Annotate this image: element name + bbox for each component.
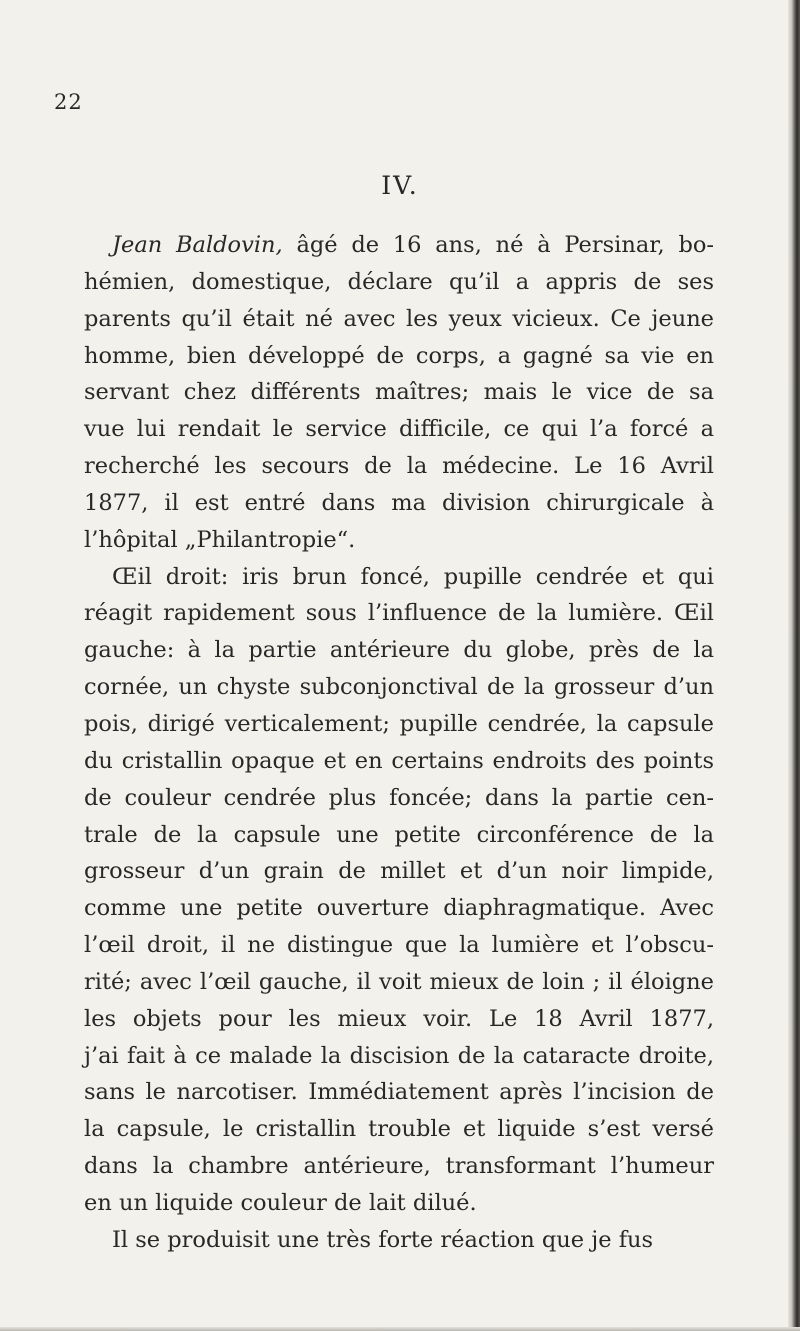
body-text (84, 227, 714, 1259)
text-line: en un liquide couleur de lait dilué. (84, 1189, 477, 1216)
patient-name: Jean Baldovin, (112, 232, 283, 258)
text-line: grosseur d’un grain de millet et d’un noir limpide, (84, 858, 714, 885)
text-line: comme une petite ouverture diaphragmatique. Avec (84, 895, 714, 922)
text-line: cornée, un chyste subconjonctival de la grosseur d’un (84, 674, 714, 701)
text-line: du cristallin opaque et en certains endroits des points (84, 747, 714, 774)
text-line: servant chez différents maîtres; mais le vice de sa (84, 379, 714, 406)
page-number: 22 (54, 90, 83, 114)
text-line: trale de la capsule une petite circonférence de la (84, 821, 714, 848)
text-line: pois, dirigé verticalement; pupille cendrée, la capsule (84, 710, 714, 737)
text-line-continuation: âgé de 16 ans, né à Persinar, bo- (282, 232, 715, 258)
text-line: de couleur cendrée plus foncée; dans la partie cen- (84, 784, 714, 811)
text-line: dans la chambre antérieure, transformant l’humeur (84, 1153, 714, 1180)
text-line: Œil droit: iris brun foncé, pupille cendrée et qui (112, 563, 714, 590)
text-line: j’ai fait à ce malade la discision de la cataracte droite, (84, 1042, 714, 1069)
chapter-heading: IV. (381, 171, 419, 200)
text-line: les objets pour les mieux voir. Le 18 Avril 1877, (84, 1005, 714, 1032)
text-line: sans le narcotiser. Immédiatement après l’incision de (84, 1079, 714, 1106)
page-bottom-edge (0, 1327, 800, 1331)
text-line: recherché les secours de la médecine. Le 16 Avril (84, 453, 714, 480)
text-line: parents qu’il était né avec les yeux vicieux. Ce jeune (84, 305, 714, 332)
text-line: réagit rapidement sous l’influence de la lumière. Œil (84, 600, 714, 627)
text-line: l’hôpital „Philantropie“. (84, 526, 356, 553)
text-line: rité; avec l’œil gauche, il voit mieux de loin ; il éloigne (84, 968, 714, 995)
text-line: l’œil droit, il ne distingue que la lumière et l’obscu- (84, 932, 714, 959)
text-line: 1877, il est entré dans ma division chirurgicale à (84, 489, 714, 516)
text-line: homme, bien développé de corps, a gagné sa vie en (84, 342, 714, 369)
text-line: Il se produisit une très forte réaction que je fus (112, 1226, 654, 1253)
text-line: vue lui rendait le service difficile, ce qui l’a forcé a (84, 416, 714, 443)
text-line: gauche: à la partie antérieure du globe, près de la (84, 637, 714, 664)
text-line: la capsule, le cristallin trouble et liquide s’est versé (84, 1116, 714, 1143)
page-edge-shadow (788, 0, 800, 1331)
text-line: hémien, domestique, déclare qu’il a appris de ses (84, 268, 714, 295)
text-line (84, 227, 714, 264)
